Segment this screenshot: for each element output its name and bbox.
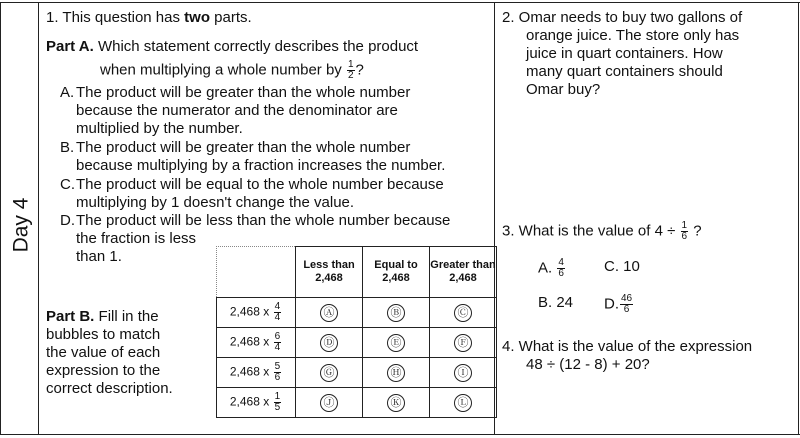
expression: 2,468 x $\frac{1}{5}$	[217, 388, 296, 418]
q4-text: 4. What is the value of the expression 48 ÷ (12 - 8) + 20?	[502, 338, 753, 373]
top-border	[0, 2, 800, 3]
header-equal: Equal to 2,468	[363, 247, 430, 298]
left-border	[0, 2, 1, 435]
table-row	[217, 298, 497, 328]
expression: 2,468 x $\frac{6}{4}$	[217, 328, 296, 358]
bubble-l[interactable]: Ⓛ	[454, 394, 472, 412]
table-header-row	[217, 247, 497, 298]
expression: 2,468 x $\frac{4}{4}$	[217, 298, 296, 328]
bubble-g[interactable]: Ⓖ	[320, 364, 338, 382]
header-greater: Greater than 2,468	[430, 247, 497, 298]
q1-option-b: B. The product will be greater than the whole number because multiplying by a fraction increases the number.	[60, 139, 446, 174]
q3-question: 3. What is the value of 4 ÷ $\frac{1}{6}$ ?	[502, 220, 702, 242]
q2-text: 2. Omar needs to buy two gallons of orange juice. The store only has juice in quart containers. How many quart containers should Omar buy?	[502, 9, 743, 98]
q3-choice-a: A. $\frac{4}{6}$	[538, 257, 564, 279]
q1-option-c: C.The product will be equal to the whole number because multiplying by 1 doesn't change the value.	[60, 176, 444, 211]
day-divider	[38, 2, 39, 435]
day-label: Day 4	[9, 197, 33, 253]
q3-choice-c: C. 10	[604, 258, 640, 275]
table-row	[217, 328, 497, 358]
q3-choice-b: B. 24	[538, 294, 574, 311]
bubble-h[interactable]: Ⓗ	[387, 364, 405, 382]
bubble-i[interactable]: Ⓘ	[454, 364, 472, 382]
bubble-a[interactable]: Ⓐ	[320, 304, 338, 322]
bubble-c[interactable]: Ⓒ	[454, 304, 472, 322]
table-corner	[217, 247, 296, 298]
bubble-d[interactable]: Ⓓ	[320, 334, 338, 352]
bubble-b[interactable]: Ⓑ	[387, 304, 405, 322]
half-fraction: $\frac{1}{2}$	[347, 59, 354, 81]
bubble-table	[216, 246, 497, 418]
expression: 2,468 x $\frac{5}{6}$	[217, 358, 296, 388]
q3-choice-d: D. $\frac{46}{6}$	[604, 293, 633, 315]
q1-option-d: D.The product will be less than the whole number because the fraction is less than 1.	[60, 212, 451, 265]
bubble-k[interactable]: Ⓚ	[387, 394, 405, 412]
bottom-border	[0, 434, 800, 435]
q1-option-a: A. The product will be greater than the whole number because the numerator and the denominator are multiplied by the number.	[60, 84, 411, 137]
right-border	[798, 2, 799, 435]
bubble-e[interactable]: Ⓔ	[387, 334, 405, 352]
header-less: Less than 2,468	[296, 247, 363, 298]
bubble-f[interactable]: Ⓕ	[454, 334, 472, 352]
table-row	[217, 358, 497, 388]
q1-partA: Part A. Which statement correctly describes the product	[46, 38, 419, 55]
table-row	[217, 388, 497, 418]
q1-partB: Part B. Fill in the bubbles to match the value of each expression to the correct description.	[46, 308, 173, 397]
bubble-j[interactable]: Ⓙ	[320, 394, 338, 412]
q1-partA-line2: when multiplying a whole number by $\frac{1}{2}$ ?	[100, 59, 364, 81]
q1-intro: 1. This question has two parts.	[46, 9, 252, 26]
